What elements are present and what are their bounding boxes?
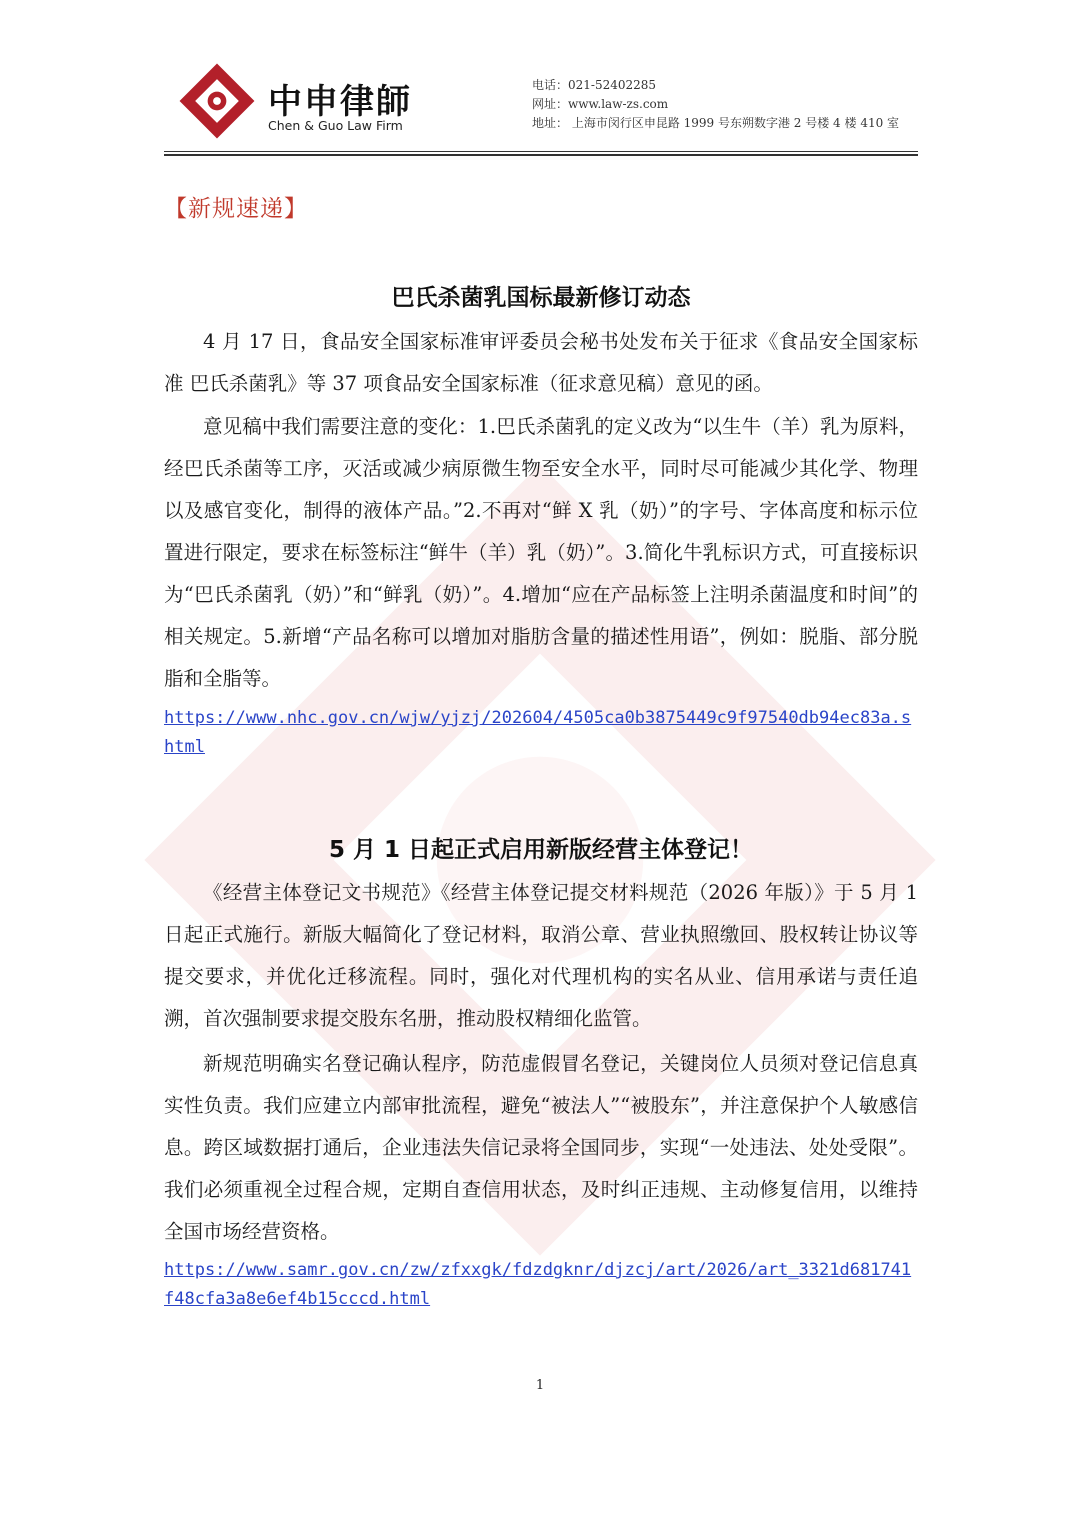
website-text: 网址：www.law-zs.com <box>532 97 669 111</box>
firm-name-cn: 中申律師 <box>268 82 412 122</box>
article-paragraph: 意见稿中我们需要注意的变化：1.巴氏杀菌乳的定义改为“以生牛（羊）乳为原料，经巴氏杀菌等工序，灭活或减少病原微生物至安全水平，同时尽可能减少其化学、物理以及感官变化，制得的液体产品。”2.不再对“鲜 X 乳（奶）”的字号、字体高度和标示位置进行限定，要求在标签标注“鲜牛（羊）乳（奶）”。3.简化牛乳标识方式，可直接标识为“巴氏杀菌乳（奶）”和“鲜乳（奶）”。4.增加“应在产品标签上注明杀菌温度和时间”的相关规定。5.新增“产品名称可以增加对脂肪含量的描述性用语”，例如：脱脂、部分脱脂和全脂等。 <box>164 415 918 690</box>
source-link[interactable]: https://www.samr.gov.cn/zw/zfxxgk/fdzdgknr/djzcj/art/2026/art_3321d681741f48cfa3a8e6ef4b15cccd.html <box>164 1260 912 1309</box>
section-tag: 【新规速递】 <box>164 196 308 222</box>
address-text: 地址： 上海市闵行区申昆路 1999 号东朔数字港 2 号楼 4 楼 410 室 <box>532 116 900 130</box>
article-title: 巴氏杀菌乳国标最新修订动态 <box>391 285 691 311</box>
letterhead <box>164 58 918 154</box>
header-divider-thick <box>164 154 918 156</box>
header-divider <box>164 151 918 152</box>
phone-text: 电话：021-52402285 <box>532 78 657 92</box>
source-link[interactable]: https://www.nhc.gov.cn/wjw/yjzj/202604/4505ca0b3875449c9f97540db94ec83a.shtml <box>164 708 912 757</box>
article-paragraph: 《经营主体登记文书规范》《经营主体登记提交材料规范（2026 年版）》于 5 月 1 日起正式施行。新版大幅简化了登记材料，取消公章、营业执照缴回、股权转让协议等提交要求，并优化迁移流程。同时，强化对代理机构的实名从业、信用承诺与责任追溯，首次强制要求提交股东名册，推动股权精细化监管。 <box>164 881 918 1030</box>
article-paragraph: 4 月 17 日，食品安全国家标准审评委员会秘书处发布关于征求《食品安全国家标准 巴氏杀菌乳》等 37 项食品安全国家标准（征求意见稿）意见的函。 <box>164 330 918 395</box>
article-paragraph: 新规范明确实名登记确认程序，防范虚假冒名登记，关键岗位人员须对登记信息真实性负责。我们应建立内部审批流程，避免“被法人”“被股东”，并注意保护个人敏感信息。跨区域数据打通后，企业违法失信记录将全国同步，实现“一处违法、处处受限”。我们必须重视全过程合规，定期自查信用状态，及时纠正违规、主动修复信用，以维持全国市场经营资格。 <box>164 1052 918 1243</box>
article-title: 5 月 1 日起正式启用新版经营主体登记！ <box>328 837 754 863</box>
firm-logo-icon <box>178 62 256 140</box>
firm-name-en: Chen & Guo Law Firm <box>268 118 403 133</box>
page-number: 1 <box>535 1378 545 1393</box>
contact-info <box>532 76 899 133</box>
